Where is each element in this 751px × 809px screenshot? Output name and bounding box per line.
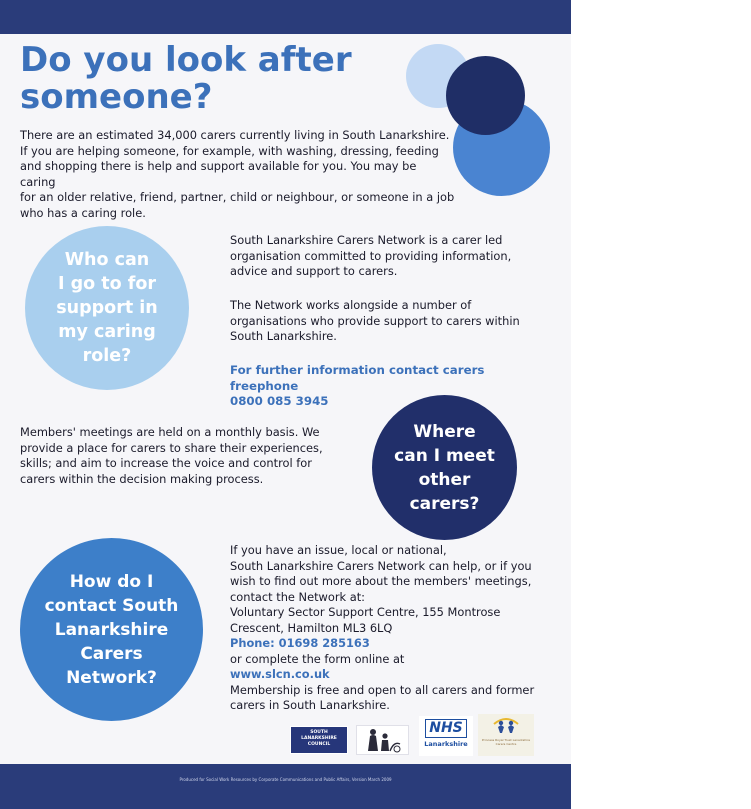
address-line: Voluntary Sector Support Centre, 155 Montrose — [230, 605, 501, 619]
network-line: organisation committed to providing information, — [230, 248, 512, 263]
question-line: Where — [413, 421, 476, 442]
question-line: my caring — [58, 322, 156, 342]
network-line: The Network works alongside a number of — [230, 298, 472, 312]
question-line: Network? — [66, 667, 157, 688]
contact-line: South Lanarkshire Carers Network can help, or if you — [230, 558, 532, 573]
question-line: How do I — [69, 571, 154, 592]
members-line: provide a place for carers to share their experiences, — [20, 440, 323, 455]
south-lanarkshire-council-logo — [290, 726, 348, 754]
intro-line: and shopping there is help and support available for you. You may be caring — [20, 159, 417, 189]
question-line: Who can — [64, 250, 150, 270]
carer-figures-icon — [360, 727, 406, 753]
nhs-mark: NHS — [425, 719, 467, 738]
intro-paragraph — [20, 128, 455, 221]
contact-line: or complete the form online at — [230, 651, 405, 666]
bottom-band — [0, 764, 571, 809]
network-description — [230, 233, 530, 280]
headline — [20, 42, 380, 116]
members-meetings-paragraph — [20, 425, 360, 487]
intro-line: who has a caring role. — [20, 205, 146, 220]
membership-line: Membership is free and open to all carers and former — [230, 682, 535, 697]
logo-text: SOUTH — [310, 730, 328, 735]
question-line: role? — [82, 346, 132, 366]
website-link[interactable]: www.slcn.co.uk — [230, 667, 330, 681]
carers-network-logo — [356, 725, 409, 755]
question-line: contact South — [44, 595, 179, 616]
question-line: other — [418, 469, 471, 490]
members-line: skills; and aim to increase the voice and control for — [20, 456, 312, 470]
headline-line-2: someone? — [20, 77, 213, 117]
intro-line: If you are helping someone, for example, with washing, dressing, feeding — [20, 143, 439, 158]
network-line: South Lanarkshire. — [230, 329, 337, 343]
freephone-contact — [230, 363, 550, 410]
members-line: Members' meetings are held on a monthly basis. We — [20, 425, 320, 439]
address-line: Crescent, Hamilton ML3 6LQ — [230, 620, 393, 635]
network-partners — [230, 298, 530, 345]
network-line: advice and support to carers. — [230, 264, 398, 278]
question-circle-meet — [372, 395, 517, 540]
contact-details-paragraph — [230, 543, 555, 714]
trust-name: Princess Royal Trust Lanarkshire Carers Centre — [481, 738, 531, 746]
intro-line: for an older relative, friend, partner, child or neighbour, or someone in a job — [20, 190, 455, 204]
network-line: South Lanarkshire Carers Network is a carer led — [230, 233, 503, 247]
phone-number: Phone: 01698 285163 — [230, 636, 370, 650]
trust-figures-icon — [491, 714, 521, 734]
question-line: can I meet — [394, 445, 495, 466]
network-line: organisations who provide support to carers within — [230, 313, 520, 328]
contact-line: wish to find out more about the members' meetings, — [230, 574, 532, 588]
logo-text: COUNCIL — [307, 742, 331, 747]
question-circle-support — [25, 226, 189, 390]
question-circle-contact — [20, 538, 203, 721]
top-band — [0, 0, 571, 34]
nhs-lanarkshire-logo — [419, 716, 473, 756]
question-line: support in — [56, 298, 158, 318]
carers-trust-logo — [478, 714, 534, 756]
headline-line-1: Do you look after — [20, 40, 352, 80]
question-line: I go to for — [58, 274, 156, 294]
contact-line: If you have an issue, local or national, — [230, 543, 447, 557]
intro-line: There are an estimated 34,000 carers currently living in South Lanarkshire. — [20, 128, 450, 142]
question-line: Lanarkshire — [54, 619, 169, 640]
footer-credit: Produced for Social Work Resources by Corporate Communications and Public Affairs, Version March 2009 — [179, 777, 392, 782]
nhs-region: Lanarkshire — [424, 740, 468, 748]
contact-line: For further information contact carers freephone — [230, 363, 485, 393]
members-line: carers within the decision making process. — [20, 471, 264, 486]
question-line: carers? — [409, 493, 480, 514]
membership-line: carers in South Lanarkshire. — [230, 698, 390, 712]
logo-text: LANARKSHIRE — [301, 736, 337, 741]
question-line: Carers — [80, 643, 143, 664]
decor-circle-dark — [446, 56, 525, 135]
contact-line: contact the Network at: — [230, 589, 366, 604]
freephone-number: 0800 085 3945 — [230, 394, 329, 408]
